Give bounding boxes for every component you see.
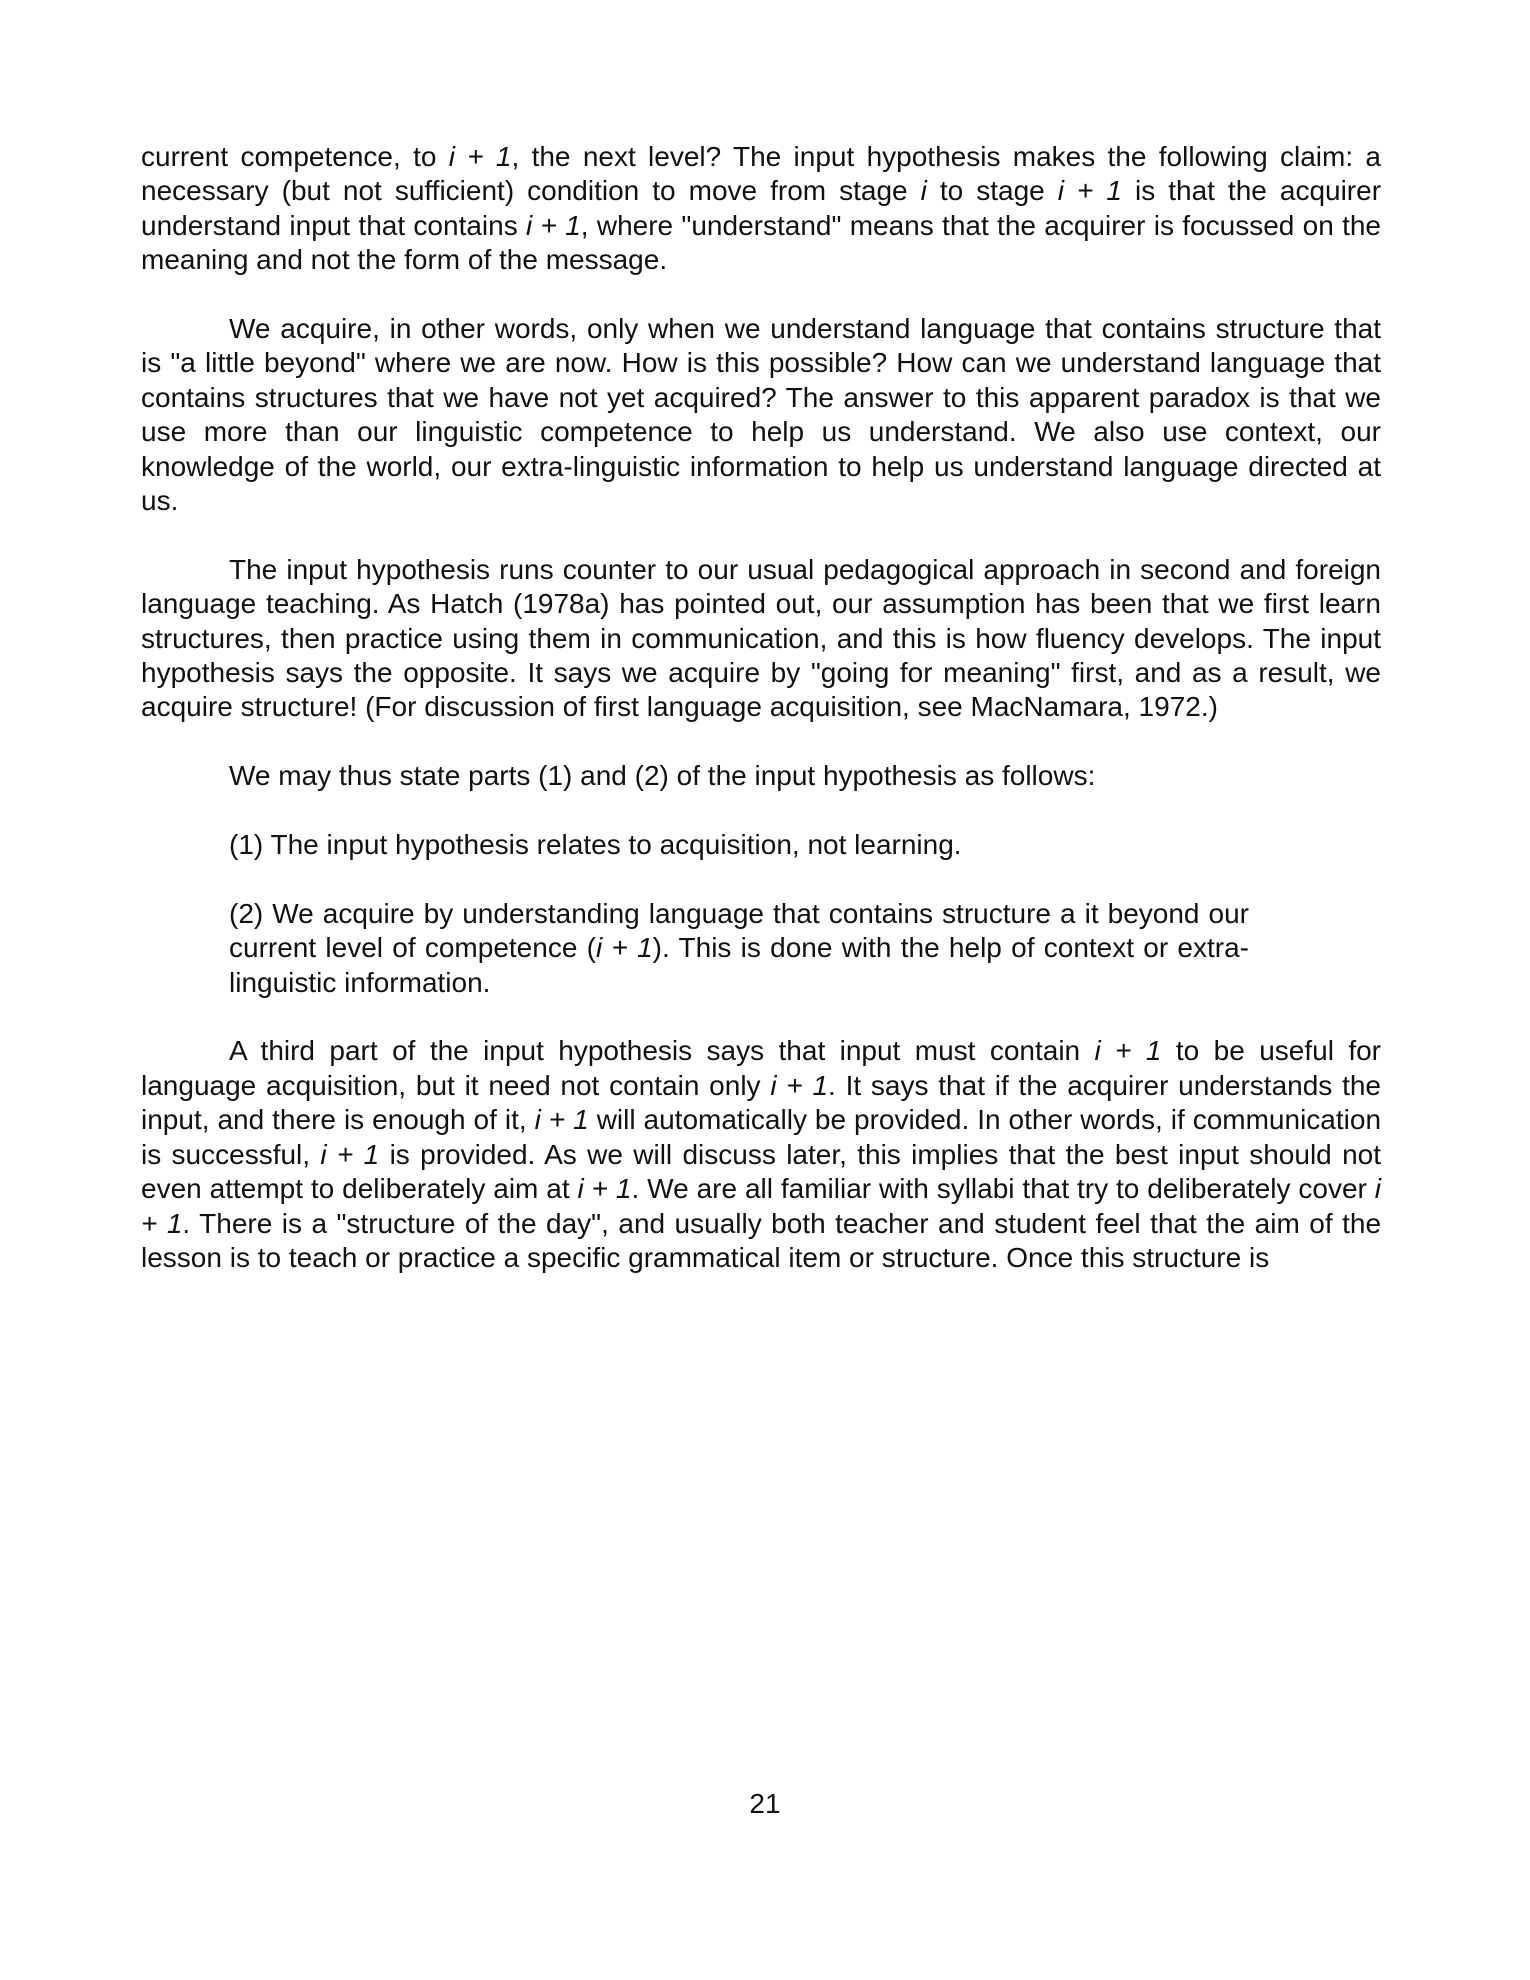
text-run: is that the acquirer understand input that contains (141, 175, 1382, 241)
text-run: ). This is done with the help of context or extra-linguistic information. (229, 932, 1250, 998)
text-run: We may thus state parts (1) and (2) of the input hypothesis as follows: (229, 760, 1096, 792)
paragraph-p4 (141, 759, 1381, 793)
text-run: , where "understand" means that the acquirer is focussed on the meaning and not the form of the message. (141, 209, 1382, 276)
text-run: is provided. As we will discuss later, this implies that the best input should not even attempt to deliberately aim at (141, 1138, 1382, 1205)
text-run: to stage (926, 175, 1058, 207)
italic-term: i + 1 (577, 1173, 632, 1205)
text-run: to be useful for language acquisition, but it need not contain only (141, 1035, 1382, 1101)
paragraph-p2 (141, 312, 1381, 518)
paragraph-p1 (141, 140, 1381, 278)
paragraph-p5 (229, 828, 1249, 862)
text-run: current competence, to (141, 141, 449, 172)
text-run: , the next level? The input hypothesis makes the following claim: a necessary (but not sufficient) condition to move from stage (141, 141, 1382, 207)
text-run: (1) The input hypothesis relates to acquisition, not learning. (229, 829, 962, 861)
text-run: . It says that if the acquirer understands the input, and there is enough of it, (141, 1069, 1381, 1136)
italic-term: i + 1 (320, 1138, 380, 1170)
italic-term: i + 1 (595, 932, 653, 964)
italic-term: i + 1 (534, 1104, 589, 1136)
paragraph-p3 (141, 553, 1381, 725)
italic-term: i + 1 (1094, 1035, 1162, 1067)
page-body (141, 140, 1381, 1310)
page-number: 21 (749, 1788, 781, 1819)
italic-term: i + 1 (1057, 175, 1122, 207)
italic-term: i + 1 (770, 1069, 829, 1101)
text-run: (2) We acquire by understanding language that contains structure a it beyond our current level of competence ( (229, 897, 1249, 964)
text-run: We acquire, in other words, only when we understand language that contains structure that is "a little beyond" where we are now. How is this possible? How can we understand language that contains structures that we have not yet acquired? The answer to this apparent paradox is that we use more than our linguistic competence to help us understand. We also use context, our knowledge of the world, our extra-linguistic information to help us understand language directed at us. (141, 313, 1381, 517)
italic-term: i + 1 (526, 209, 581, 241)
paragraph-p7 (141, 1034, 1381, 1275)
italic-term: i (920, 175, 927, 207)
italic-term: i + 1 (448, 141, 512, 172)
text-run: will automatically be provided. In other words, if communication is successful, (141, 1104, 1382, 1170)
italic-term: i + 1 (141, 1173, 1381, 1239)
text-run: . We are all familiar with syllabi that try to deliberately cover (631, 1173, 1375, 1205)
text-run: . There is a "structure of the day", and usually both teacher and student feel that the aim of the lesson is to teach or practice a specific grammatical item or structure. Once this structure is (141, 1207, 1382, 1273)
text-run: The input hypothesis runs counter to our usual pedagogical approach in second and foreign language teaching. As Hatch (1978a) has pointed out, our assumption has been that we first learn structures, then practice using them in communication, and this is how fluency develops. The input hypothesis says the opposite. It says we acquire by "going for meaning" first, and as a result, we acquire structure! (For discussion of first language acquisition, see MacNamara, 1972.) (141, 553, 1381, 723)
paragraph-p6 (229, 897, 1249, 1000)
text-run: A third part of the input hypothesis says that input must contain (229, 1035, 1095, 1067)
